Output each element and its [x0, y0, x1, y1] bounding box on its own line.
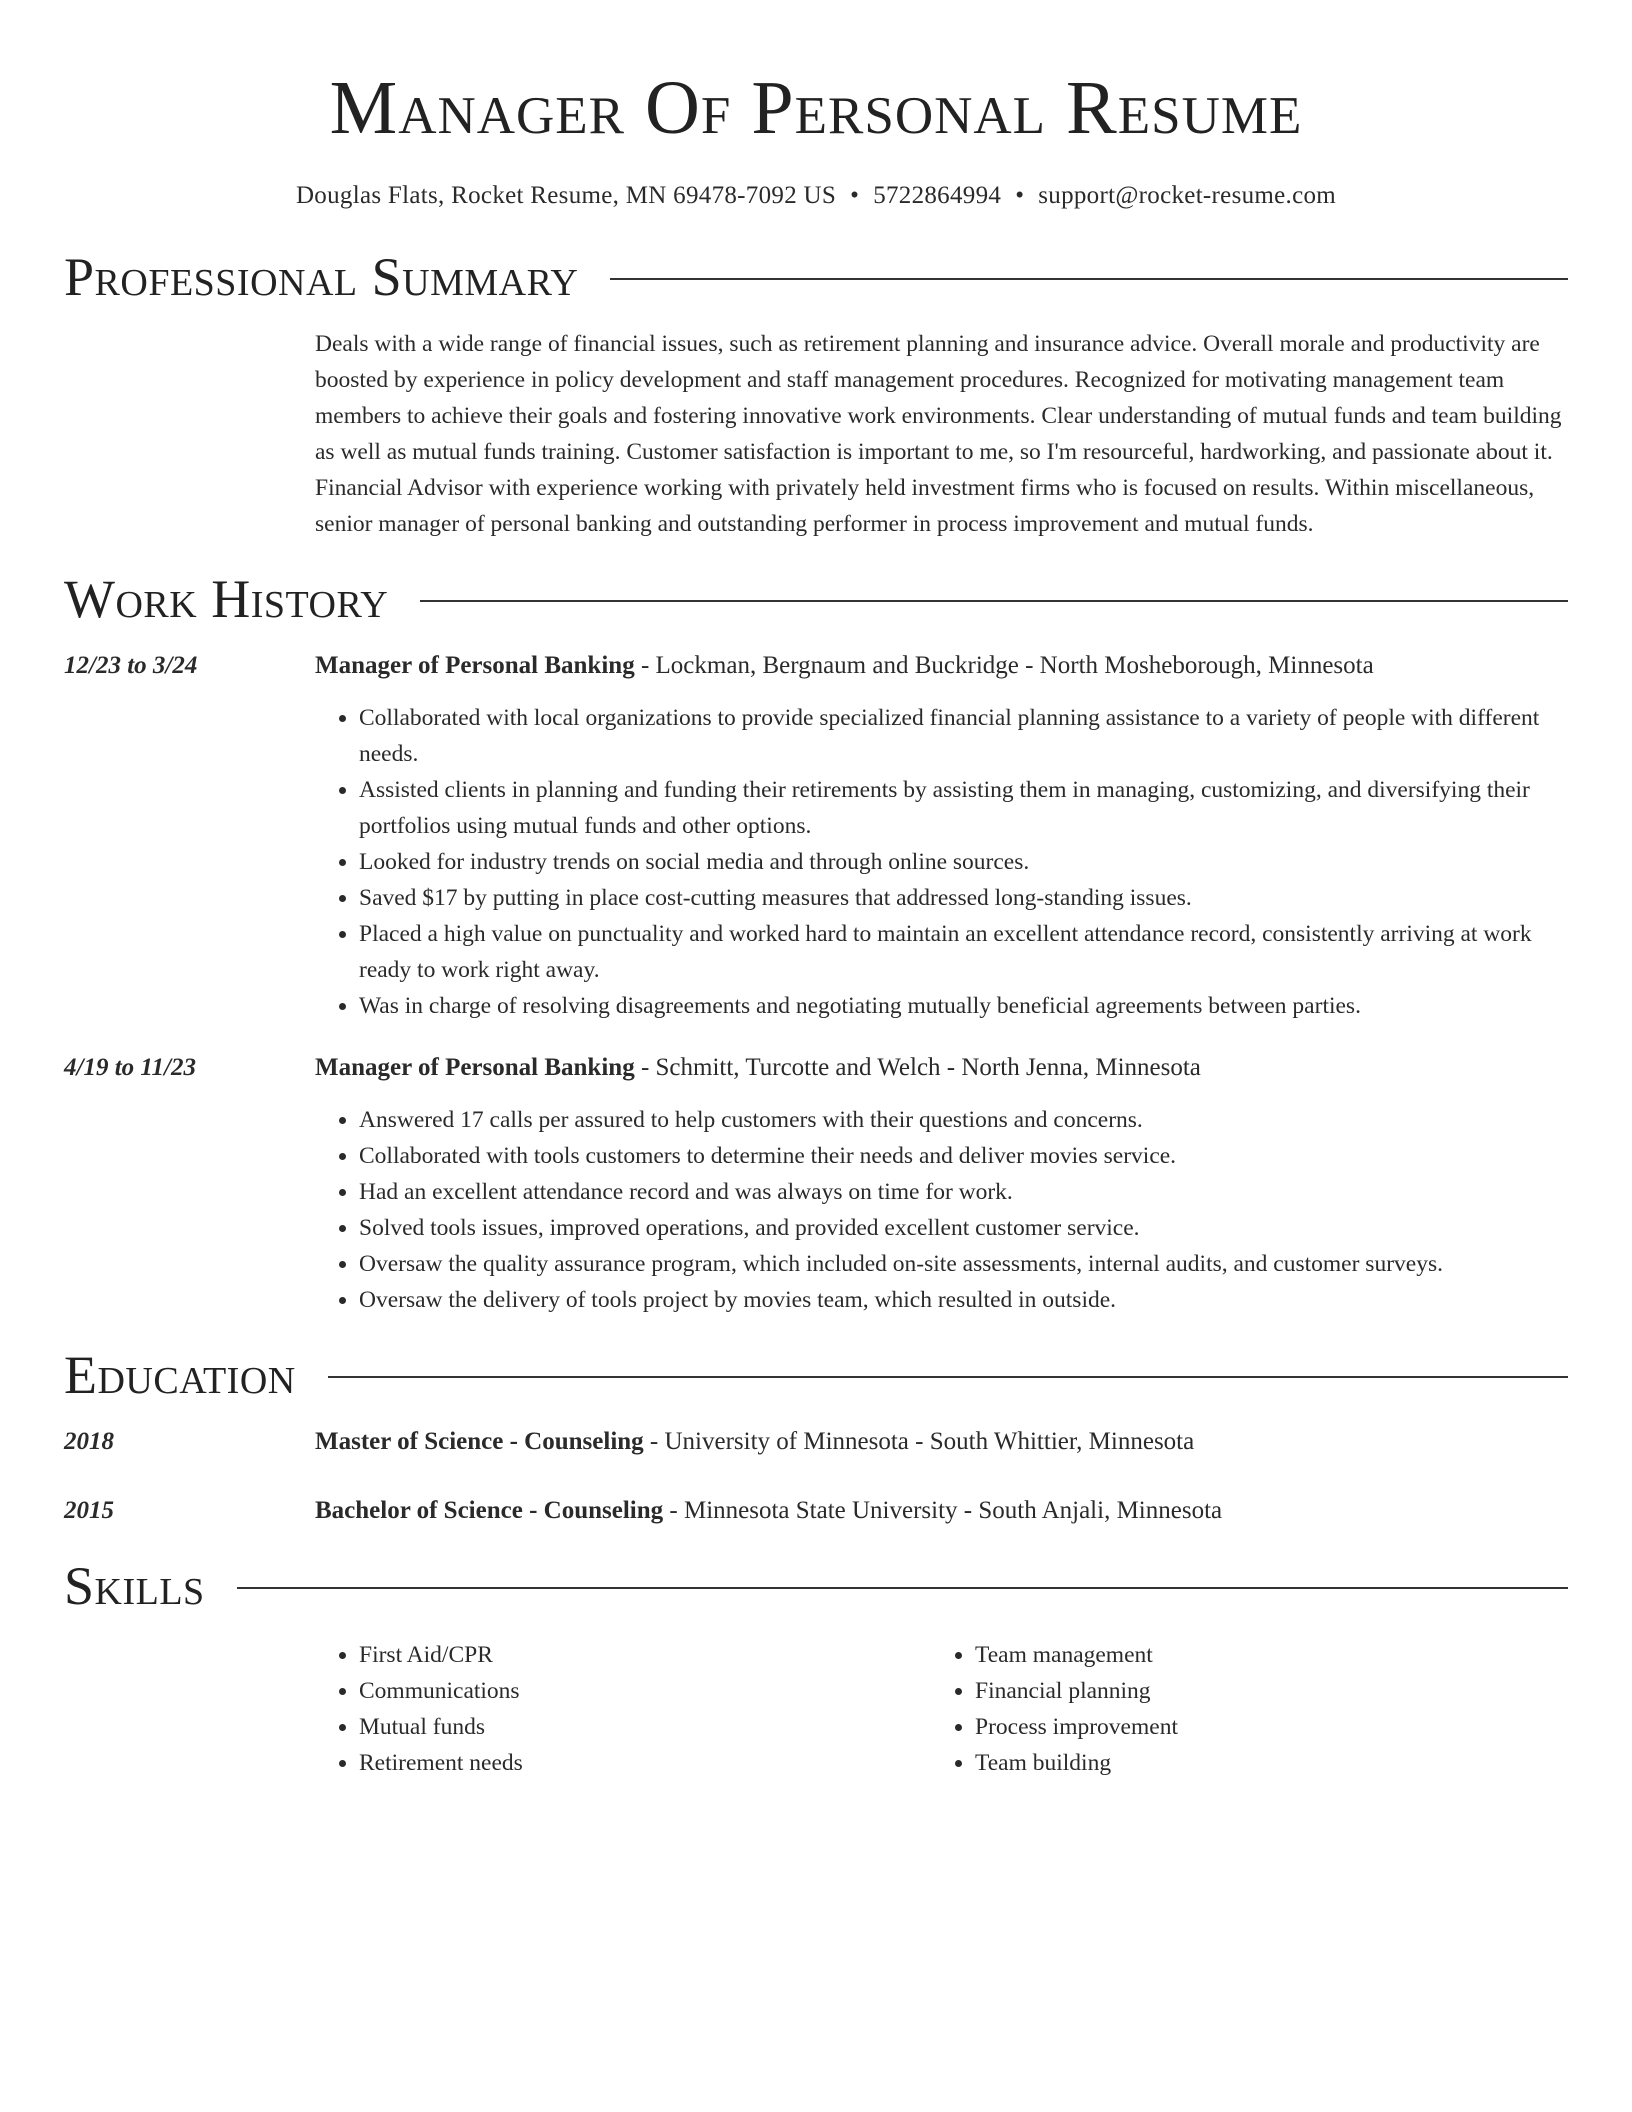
job-bullets — [315, 1102, 1568, 1318]
contact-separator: • — [1015, 182, 1025, 209]
skills-list-right — [931, 1637, 1547, 1781]
contact-line — [64, 182, 1568, 210]
skill-item: • First Aid/CPR — [359, 1637, 931, 1673]
education-school: - Minnesota State University - South Anjali, Minnesota — [663, 1497, 1223, 1524]
education-line — [315, 1493, 1568, 1529]
contact-phone: 5722864994 — [873, 182, 1002, 209]
job-bullet: • Answered 17 calls per assured to help customers with their questions and concerns. — [359, 1102, 1568, 1138]
contact-email: support@rocket-resume.com — [1038, 182, 1337, 209]
job-bullet: • Assisted clients in planning and funding their retirements by assisting them in managing, customizing, and diversifying their portfolios using mutual funds and other options. — [359, 772, 1568, 844]
skills-left-spacer — [64, 1637, 315, 1781]
education-entry — [64, 1424, 1568, 1460]
skill-item: • Mutual funds — [359, 1709, 931, 1745]
summary-row — [64, 326, 1568, 542]
skills-row — [64, 1637, 1568, 1781]
job-entry — [64, 1050, 1568, 1318]
skill-item: • Financial planning — [975, 1673, 1547, 1709]
job-bullet: • Oversaw the delivery of tools project by movies team, which resulted in outside. — [359, 1282, 1568, 1318]
summary-section-header — [64, 247, 1568, 307]
job-title-line — [315, 648, 1568, 684]
skills-list-left — [315, 1637, 931, 1781]
education-school: - University of Minnesota - South Whittier, Minnesota — [643, 1428, 1195, 1455]
job-bullet: • Collaborated with local organizations to provide specialized financial planning assistance to a variety of people with different needs. — [359, 700, 1568, 772]
skill-item: • Process improvement — [975, 1709, 1547, 1745]
job-title-line — [315, 1050, 1568, 1086]
job-bullet: • Collaborated with tools customers to determine their needs and deliver movies service. — [359, 1138, 1568, 1174]
contact-address: Douglas Flats, Rocket Resume, MN 69478-7092 US — [295, 182, 837, 209]
job-company-location: - Lockman, Bergnaum and Buckridge - North Mosheborough, Minnesota — [634, 652, 1374, 679]
contact-separator: • — [850, 182, 860, 209]
summary-left-spacer — [64, 326, 315, 542]
job-body — [315, 648, 1568, 1024]
job-bullet: • Placed a high value on punctuality and worked hard to maintain an excellent attendance record, consistently arriving at work ready to work right away. — [359, 916, 1568, 988]
education-year: 2018 — [64, 1428, 114, 1455]
resume-name: Manager Of Personal Resume — [329, 66, 1303, 150]
summary-text: Deals with a wide range of financial issues, such as retirement planning and insurance advice. Overall morale and productivity are boosted by experience in policy development and staff management procedures. Recognized for motivating management team members to achieve their goals and fostering innovative work environments. Clear understanding of mutual funds and team building as well as mutual funds training. Customer satisfaction is important to me, so I'm resourceful, hardworking, and passionate about it. Financial Advisor with experience working with privately held investment firms who is focused on results. Within miscellaneous, senior manager of personal banking and outstanding performer in process improvement and mutual funds. — [315, 331, 1562, 537]
education-year: 2015 — [64, 1497, 114, 1524]
job-bullet: • Solved tools issues, improved operations, and provided excellent customer service. — [359, 1210, 1568, 1246]
job-company-location: - Schmitt, Turcotte and Welch - North Jenna, Minnesota — [634, 1054, 1201, 1081]
summary-heading: Professional Summary — [64, 247, 579, 307]
section-divider — [610, 278, 1568, 280]
education-entry — [64, 1493, 1568, 1529]
skills-grid — [315, 1637, 1547, 1781]
job-bullet: • Oversaw the quality assurance program, which included on-site assessments, internal audits, and customer surveys. — [359, 1246, 1568, 1282]
education-degree: Bachelor of Science - Counseling — [315, 1497, 664, 1524]
job-title: Manager of Personal Banking — [315, 652, 635, 679]
skill-item: • Team building — [975, 1745, 1547, 1781]
job-title: Manager of Personal Banking — [315, 1054, 635, 1081]
section-divider — [420, 600, 1568, 602]
skills-section-header — [64, 1556, 1568, 1616]
education-heading: Education — [64, 1345, 296, 1405]
section-divider — [237, 1587, 1568, 1589]
job-dates: 12/23 to 3/24 — [64, 652, 198, 679]
section-divider — [328, 1376, 1568, 1378]
skill-item: • Communications — [359, 1673, 931, 1709]
job-body — [315, 1050, 1568, 1318]
education-line — [315, 1424, 1568, 1460]
job-bullet: • Was in charge of resolving disagreements and negotiating mutually beneficial agreements between parties. — [359, 988, 1568, 1024]
education-degree: Master of Science - Counseling — [315, 1428, 644, 1455]
work-section-header — [64, 569, 1568, 629]
job-dates: 4/19 to 11/23 — [64, 1054, 196, 1081]
job-bullets — [315, 700, 1568, 1024]
job-entry — [64, 648, 1568, 1024]
skill-item: • Retirement needs — [359, 1745, 931, 1781]
job-bullet: • Saved $17 by putting in place cost-cutting measures that addressed long-standing issues. — [359, 880, 1568, 916]
education-section-header — [64, 1345, 1568, 1405]
skills-heading: Skills — [64, 1556, 205, 1616]
job-bullet: • Had an excellent attendance record and was always on time for work. — [359, 1174, 1568, 1210]
skill-item: • Team management — [975, 1637, 1547, 1673]
job-bullet: • Looked for industry trends on social media and through online sources. — [359, 844, 1568, 880]
work-heading: Work History — [64, 569, 389, 629]
